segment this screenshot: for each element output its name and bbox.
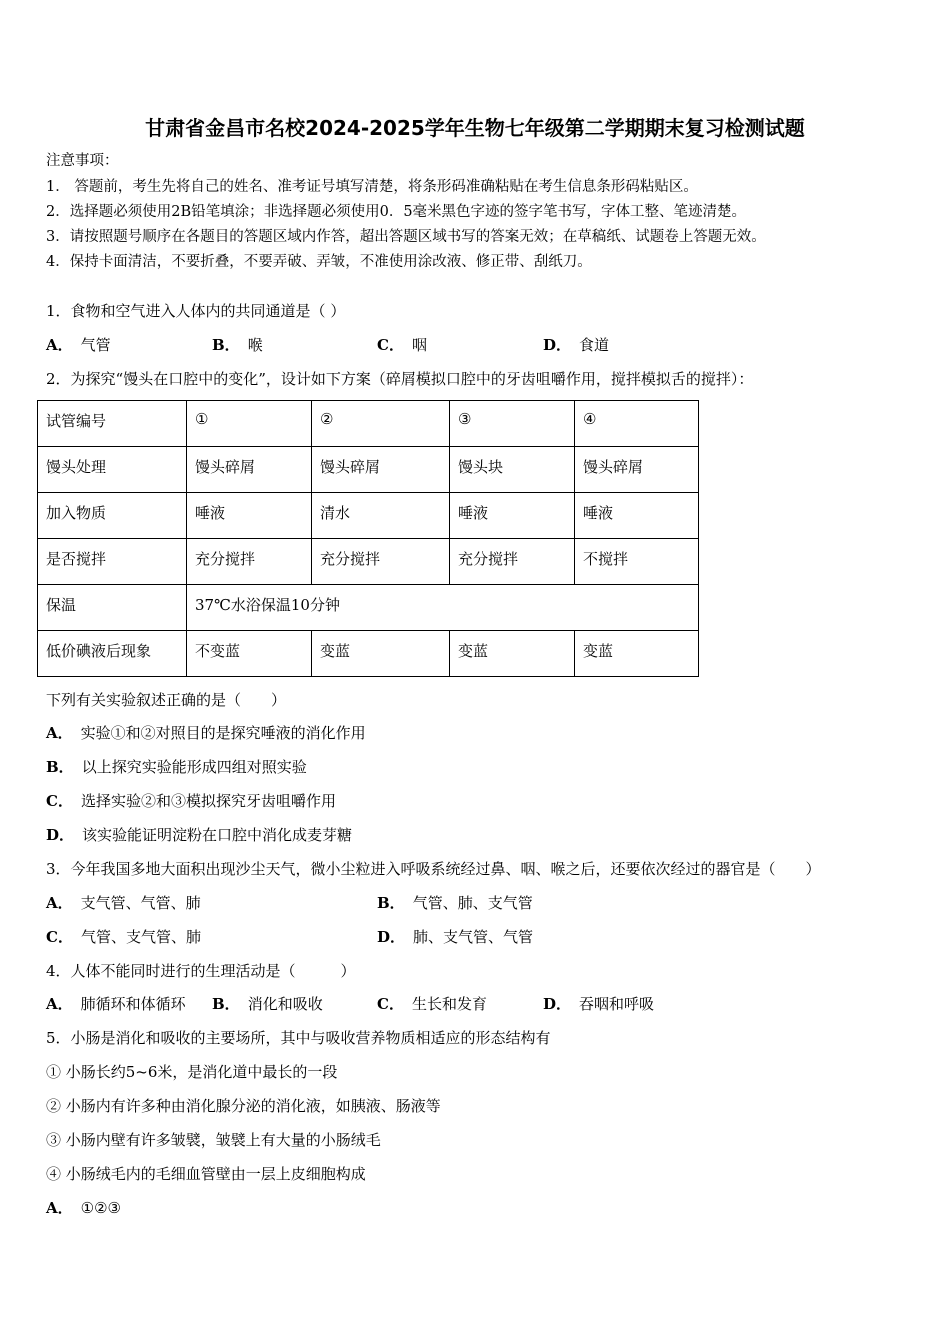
table-cell: 馒头块 [450, 447, 575, 493]
option-letter: D． [543, 995, 572, 1013]
option-text: 肺、支气管、气管 [413, 928, 534, 946]
q4-option-a [46, 994, 186, 1014]
table-cell: 低价碘液后现象 [38, 631, 187, 677]
q5-statement: ② 小肠内有许多种由消化腺分泌的消化液，如胰液、肠液等 [46, 1097, 441, 1115]
table-cell: ② [312, 401, 450, 447]
option-text: 气管、支气管、肺 [80, 928, 201, 946]
q2-option-c [46, 791, 336, 811]
table-cell: 变蓝 [575, 631, 699, 677]
q2-option-d [46, 825, 352, 845]
table-cell: 唾液 [450, 493, 575, 539]
table-cell: ④ [575, 401, 699, 447]
option-letter: A． [46, 894, 73, 912]
table-cell: 是否搅拌 [38, 539, 187, 585]
question-2-prompt: 下列有关实验叙述正确的是（ ） [46, 691, 287, 709]
q4-option-d [543, 994, 654, 1014]
option-letter: A． [46, 336, 73, 354]
table-cell: 充分搅拌 [450, 539, 575, 585]
table-cell: 充分搅拌 [312, 539, 450, 585]
q4-option-c [377, 994, 487, 1014]
option-letter: A． [46, 1199, 73, 1217]
notice-item: 2．选择题必须使用2B铅笔填涂；非选择题必须使用0．5毫米黑色字迹的签字笔书写，字体工整、笔迹清楚。 [46, 204, 747, 220]
table-cell: 不搅拌 [575, 539, 699, 585]
option-letter: A． [46, 995, 73, 1013]
q5-statement: ③ 小肠内壁有许多皱襞，皱襞上有大量的小肠绒毛 [46, 1131, 381, 1149]
table-row [38, 447, 699, 493]
notice-item: 3．请按照题号顺序在各题目的答题区域内作答，超出答题区域书写的答案无效；在草稿纸、试题卷上答题无效。 [46, 229, 766, 245]
option-text: 支气管、气管、肺 [80, 894, 201, 912]
option-letter: D． [543, 336, 572, 354]
table-cell: 加入物质 [38, 493, 187, 539]
notice-item: 4．保持卡面清洁，不要折叠，不要弄破、弄皱，不准使用涂改液、修正带、刮纸刀。 [46, 254, 592, 270]
table-row [38, 401, 699, 447]
option-letter: D． [46, 826, 75, 844]
q1-option-c [377, 335, 427, 355]
table-row [38, 493, 699, 539]
q5-statement: ④ 小肠绒毛内的毛细血管壁由一层上皮细胞构成 [46, 1165, 366, 1183]
table-cell: 唾液 [187, 493, 312, 539]
table-cell: 保温 [38, 585, 187, 631]
notice-heading: 注意事项： [46, 153, 119, 169]
option-letter: B． [46, 758, 74, 776]
option-text: ①②③ [80, 1199, 121, 1217]
table-row [38, 585, 699, 631]
table-cell: ① [187, 401, 312, 447]
option-text: 生长和发育 [411, 995, 487, 1013]
q3-option-b [377, 893, 533, 913]
q5-statement: ① 小肠长约5~6米，是消化道中最长的一段 [46, 1063, 338, 1081]
table-cell: 试管编号 [38, 401, 187, 447]
q2-option-b [46, 757, 307, 777]
question-5-stem: 5．小肠是消化和吸收的主要场所，其中与吸收营养物质相适应的形态结构有 [46, 1029, 551, 1047]
option-text: 消化和吸收 [247, 995, 323, 1013]
table-cell: 清水 [312, 493, 450, 539]
table-cell: 唾液 [575, 493, 699, 539]
q3-option-a [46, 893, 201, 913]
table-row [38, 539, 699, 585]
table-cell: 变蓝 [450, 631, 575, 677]
table-cell: 不变蓝 [187, 631, 312, 677]
option-text: 气管、肺、支气管 [412, 894, 533, 912]
table-cell: ③ [450, 401, 575, 447]
option-letter: B． [212, 336, 240, 354]
option-letter: B． [377, 894, 405, 912]
option-text: 喉 [247, 336, 263, 354]
question-2-stem: 2．为探究“馒头在口腔中的变化”，设计如下方案（碎屑模拟口腔中的牙齿咀嚼作用，搅拌模拟舌的搅拌）： [46, 370, 754, 388]
q5-option-a [46, 1198, 121, 1218]
q2-option-a [46, 723, 366, 743]
page-title: 甘肃省金昌市名校2024-2025学年生物七年级第二学期期末复习检测试题 [145, 116, 805, 140]
q3-option-d [377, 927, 533, 947]
option-letter: A． [46, 724, 73, 742]
table-cell: 充分搅拌 [187, 539, 312, 585]
table-cell: 馒头碎屑 [312, 447, 450, 493]
option-text: 气管 [80, 336, 111, 354]
table-cell: 馒头碎屑 [187, 447, 312, 493]
question-4-stem: 4．人体不能同时进行的生理活动是（ ） [46, 962, 356, 980]
option-text: 以上探究实验能形成四组对照实验 [81, 758, 307, 776]
q4-option-b [212, 994, 323, 1014]
option-letter: B． [212, 995, 240, 1013]
option-text: 实验①和②对照目的是探究唾液的消化作用 [80, 724, 366, 742]
option-text: 该实验能证明淀粉在口腔中消化成麦芽糖 [82, 826, 353, 844]
option-letter: C． [46, 792, 73, 810]
option-letter: D． [377, 928, 406, 946]
q1-option-d [543, 335, 609, 355]
option-text: 食道 [579, 336, 610, 354]
option-letter: C． [377, 336, 404, 354]
notice-item: 1． 答题前，考生先将自己的姓名、准考证号填写清楚，将条形码准确粘贴在考生信息条形码粘贴区。 [46, 179, 698, 195]
table-cell: 变蓝 [312, 631, 450, 677]
experiment-table [37, 400, 699, 677]
question-1-stem: 1．食物和空气进入人体内的共同通道是（ ） [46, 302, 346, 320]
option-letter: C． [46, 928, 73, 946]
table-row [38, 631, 699, 677]
option-letter: C． [377, 995, 404, 1013]
option-text: 咽 [411, 336, 427, 354]
q3-option-c [46, 927, 201, 947]
table-cell: 37℃水浴保温10分钟 [187, 585, 699, 631]
option-text: 吞咽和呼吸 [579, 995, 655, 1013]
question-3-stem: 3．今年我国多地大面积出现沙尘天气，微小尘粒进入呼吸系统经过鼻、咽、喉之后，还要依次经过的器官是（ ） [46, 860, 821, 878]
q1-option-b [212, 335, 263, 355]
table-cell: 馒头碎屑 [575, 447, 699, 493]
option-text: 选择实验②和③模拟探究牙齿咀嚼作用 [80, 792, 336, 810]
q1-option-a [46, 335, 111, 355]
option-text: 肺循环和体循环 [80, 995, 186, 1013]
table-cell: 馒头处理 [38, 447, 187, 493]
